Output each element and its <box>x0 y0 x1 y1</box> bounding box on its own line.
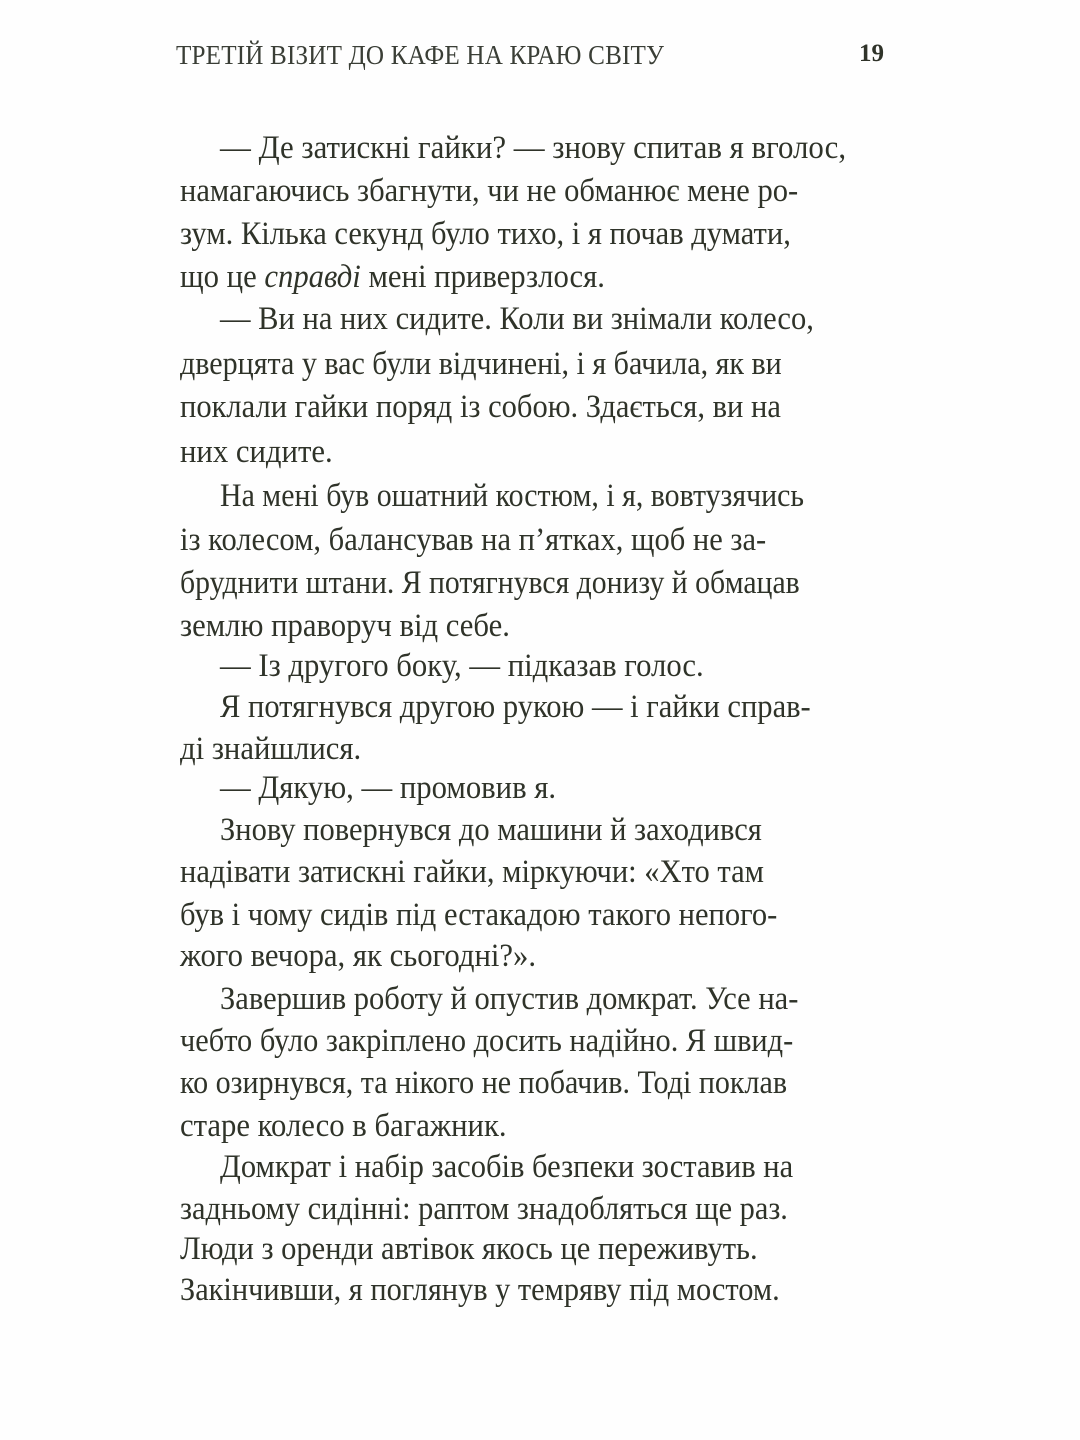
text-line: Завершив роботу й опустив домкрат. Усе на- <box>220 981 799 1017</box>
text-line: Я потягнувся другою рукою — і гайки справ- <box>220 689 811 725</box>
text-line: них сидите. <box>180 434 333 470</box>
text-line: був і чому сидів під естакадою такого непого- <box>180 897 778 933</box>
running-title: ТРЕТІЙ ВІЗИТ ДО КАФЕ НА КРАЮ СВІТУ <box>176 40 665 70</box>
text-line: дверцята у вас були відчинені, і я бачила, як ви <box>180 346 782 382</box>
text-line: із колесом, балансував на п’ятках, щоб не за- <box>180 522 767 558</box>
text-line: чебто було закріплено досить надійно. Я швид- <box>180 1023 794 1059</box>
text-line: — Ви на них сидите. Коли ви знімали колесо, <box>220 301 814 337</box>
text-line: старе колесо в багажник. <box>180 1108 507 1144</box>
text-line: — Дякую, — промовив я. <box>220 770 557 806</box>
text-line: жого вечора, як сьогодні?». <box>180 938 537 974</box>
text-line: зум. Кілька секунд було тихо, і я почав думати, <box>180 216 791 252</box>
text-line: ді знайшлися. <box>180 731 362 767</box>
text-line: — Де затискні гайки? — знову спитав я вголос, <box>220 130 847 166</box>
text-line: — Із другого боку, — підказав голос. <box>220 648 704 684</box>
text-line: намагаючись збагнути, чи не обманює мене ро- <box>180 173 799 209</box>
text-line: поклали гайки поряд із собою. Здається, ви на <box>180 389 781 425</box>
page-number: 19 <box>859 40 884 67</box>
text-line: Люди з оренди автівок якось це переживуть. <box>180 1231 758 1267</box>
text-line: На мені був ошатний костюм, і я, вовтузячись <box>220 478 804 514</box>
text-line: Домкрат і набір засобів безпеки зоставив на <box>220 1149 794 1185</box>
text-line: ко озирнувся, та нікого не побачив. Тоді поклав <box>180 1065 788 1101</box>
text-line: Знову повернувся до машини й заходився <box>220 812 762 848</box>
running-head <box>176 40 912 80</box>
text-line: Закінчивши, я поглянув у темряву під мостом. <box>180 1272 780 1308</box>
text-line: землю праворуч від себе. <box>180 608 510 644</box>
text-line: задньому сидінні: раптом знадобляться ще раз. <box>180 1191 788 1227</box>
text-run: мені приверзлося. <box>360 259 605 295</box>
text-line: бруднити штани. Я потягнувся донизу й обмацав <box>180 565 800 601</box>
emphasized-word: справді <box>264 259 361 295</box>
text-run: що це <box>180 259 265 295</box>
text-line: надівати затискні гайки, міркуючи: «Хто там <box>180 854 765 890</box>
